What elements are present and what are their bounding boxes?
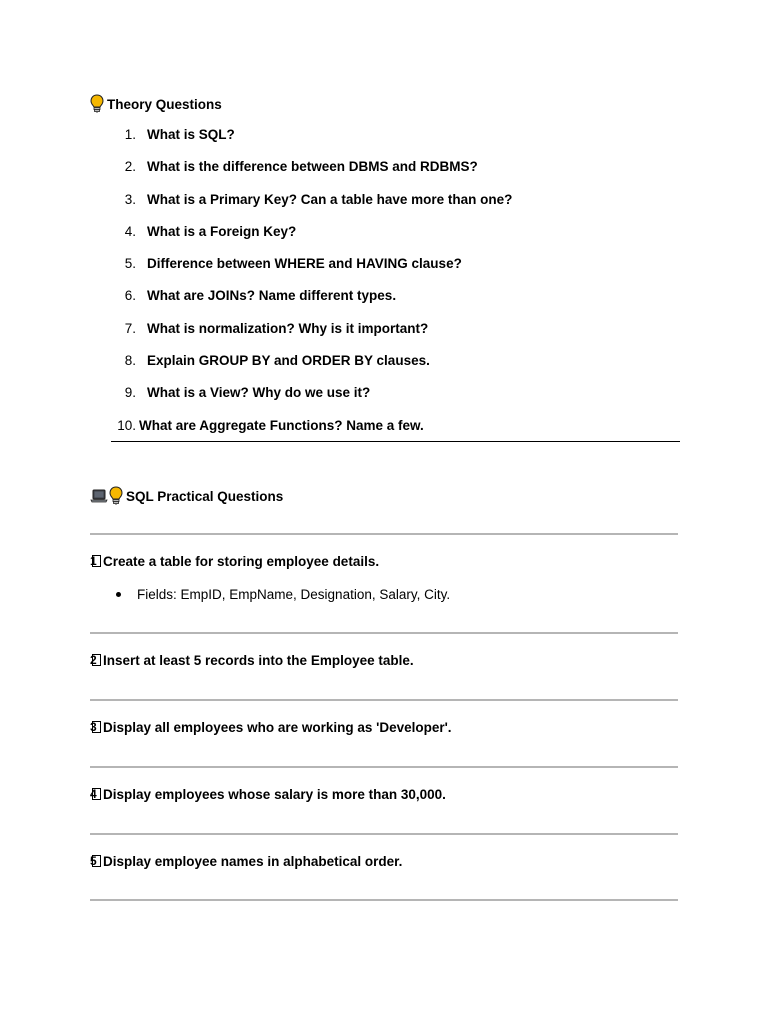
question-number: 5	[90, 854, 97, 868]
question-number: 1.	[124, 127, 136, 142]
practical-question-3	[90, 720, 452, 735]
number-box-icon	[90, 855, 102, 868]
question-text: Insert at least 5 records into the Employee table.	[103, 653, 414, 668]
divider	[90, 632, 678, 634]
divider	[90, 766, 678, 768]
question-number: 3	[90, 720, 97, 734]
question-text: What is a Primary Key? Can a table have more than one?	[147, 191, 513, 207]
question-text: What are JOINs? Name different types.	[147, 288, 397, 304]
question-text: What is the difference between DBMS and RDBMS?	[147, 159, 478, 175]
question-text: What is SQL?	[147, 127, 235, 142]
practical-question-5	[90, 854, 402, 869]
list-item	[116, 587, 450, 602]
practical-title: SQL Practical Questions	[126, 488, 284, 504]
list-item	[100, 321, 680, 353]
number-box-icon	[90, 555, 102, 568]
divider	[90, 533, 678, 535]
theory-title: Theory Questions	[107, 96, 222, 112]
question-text: Difference between WHERE and HAVING clause?	[147, 256, 462, 272]
list-item	[100, 159, 680, 191]
practical-question-1	[90, 554, 379, 569]
question-text: Display all employees who are working as 'Developer'.	[103, 720, 452, 735]
practical-question-4	[90, 787, 446, 802]
question-number: 8.	[124, 353, 136, 369]
bullet-icon	[116, 592, 121, 597]
question-number: 10.	[117, 417, 136, 433]
list-item	[100, 224, 680, 256]
question-text: Create a table for storing employee details.	[103, 554, 380, 569]
question-number: 2	[90, 653, 97, 667]
divider	[90, 699, 678, 701]
divider	[90, 833, 678, 835]
question-text: What are Aggregate Functions? Name a few.	[139, 417, 424, 433]
question-number: 4	[90, 787, 97, 801]
question-text: Display employee names in alphabetical order.	[103, 854, 403, 869]
theory-question-list	[100, 127, 680, 450]
laptop-icon	[90, 489, 108, 503]
question-number: 6.	[124, 288, 136, 304]
question-number: 1	[90, 554, 97, 568]
question-text: What is a View? Why do we use it?	[147, 385, 371, 401]
number-box-icon	[90, 654, 102, 667]
question-number: 3.	[124, 191, 136, 207]
question-number: 5.	[124, 256, 136, 272]
lightbulb-icon	[90, 94, 104, 114]
question-text: What is a Foreign Key?	[147, 223, 297, 239]
list-item	[100, 256, 680, 288]
number-box-icon	[90, 788, 102, 801]
question-number: 9.	[124, 385, 136, 401]
divider	[111, 441, 680, 442]
practical-heading	[90, 486, 283, 506]
question-text: What is normalization? Why is it important?	[147, 320, 429, 336]
question-number: 2.	[124, 159, 136, 175]
list-item	[100, 192, 680, 224]
fields-note: Fields: EmpID, EmpName, Designation, Salary, City.	[137, 587, 451, 602]
list-item	[100, 353, 680, 385]
number-box-icon	[90, 721, 102, 734]
question-text: Explain GROUP BY and ORDER BY clauses.	[147, 353, 430, 369]
lightbulb-icon	[109, 486, 123, 506]
list-item	[100, 127, 680, 159]
theory-heading	[90, 94, 222, 114]
practical-question-2	[90, 653, 414, 668]
list-item	[100, 288, 680, 320]
list-item	[100, 418, 680, 450]
divider	[90, 899, 678, 901]
question-number: 7.	[124, 320, 136, 336]
list-item	[100, 385, 680, 417]
question-number: 4.	[124, 223, 136, 239]
question-text: Display employees whose salary is more than 30,000.	[103, 787, 446, 802]
